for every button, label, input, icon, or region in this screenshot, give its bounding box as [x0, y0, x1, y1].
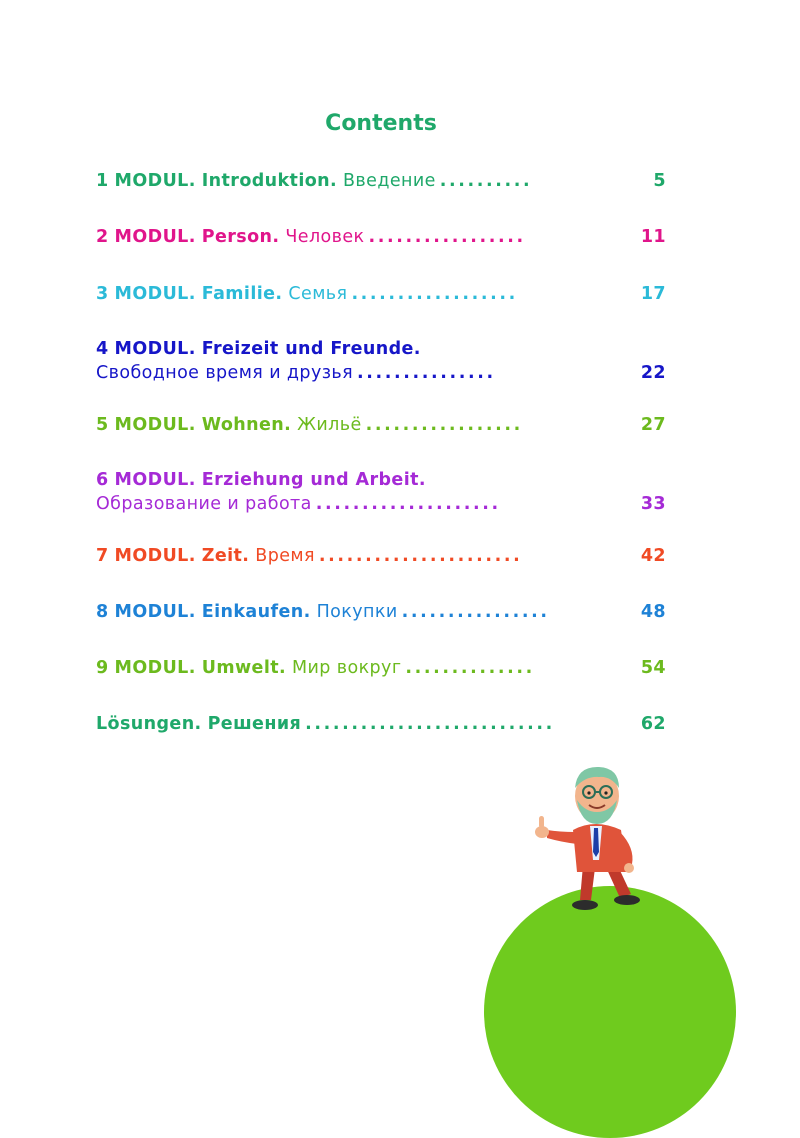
- leader-dots: ..............: [405, 658, 535, 678]
- module-label: MODUL.: [114, 602, 196, 622]
- module-title-ru: Семья: [288, 284, 348, 304]
- module-title-de: Introduktion.: [201, 171, 338, 191]
- module-number: 1: [96, 171, 109, 191]
- module-label: MODUL.: [114, 470, 196, 490]
- toc-entry-8[interactable]: [96, 602, 666, 626]
- leader-dots: ..................: [351, 284, 518, 304]
- page-number: 5: [653, 171, 666, 191]
- leader-dots: ................: [401, 602, 550, 622]
- toc-entry-9[interactable]: [96, 658, 666, 682]
- page-number: 11: [640, 227, 666, 247]
- toc-entry-6[interactable]: [96, 470, 666, 518]
- page-number: 42: [640, 546, 666, 566]
- module-title-de: Wohnen.: [201, 415, 292, 435]
- toc-entry-solutions[interactable]: [96, 714, 666, 738]
- module-title-ru: Покупки: [316, 602, 398, 622]
- module-title-de: Familie.: [201, 284, 283, 304]
- module-title-ru: Введение: [343, 171, 436, 191]
- module-number: 7: [96, 546, 109, 566]
- module-title-ru: Образование и работа: [96, 494, 312, 514]
- module-title-ru: Жильё: [297, 415, 362, 435]
- module-title-de: Einkaufen.: [201, 602, 311, 622]
- leader-dots: .................: [368, 227, 526, 247]
- leader-dots: ......................: [318, 546, 523, 566]
- page-number: 17: [640, 284, 666, 304]
- module-title-de: Person.: [201, 227, 280, 247]
- module-label: MODUL.: [114, 658, 196, 678]
- page-number: 33: [640, 494, 666, 514]
- leader-dots: ....................: [315, 494, 501, 514]
- toc-entry-3[interactable]: [96, 284, 666, 308]
- module-label: MODUL.: [114, 546, 196, 566]
- module-number: 4: [96, 339, 109, 359]
- leader-dots: ..........: [439, 171, 533, 191]
- toc-entry-1[interactable]: [96, 171, 666, 195]
- page-number: 62: [640, 714, 666, 734]
- page-title: Contents: [325, 111, 437, 136]
- module-number: 6: [96, 470, 109, 490]
- module-title-ru: Человек: [285, 227, 365, 247]
- module-label: MODUL.: [114, 171, 196, 191]
- module-title-de: Freizeit und Freunde.: [201, 339, 421, 359]
- leader-dots: .................: [365, 415, 523, 435]
- module-label: MODUL.: [114, 227, 196, 247]
- page-number: 48: [640, 602, 666, 622]
- teacher-thumbs-up-icon: [525, 760, 655, 915]
- module-number: 8: [96, 602, 109, 622]
- leader-dots: ...........................: [305, 714, 555, 734]
- leader-dots: ...............: [357, 363, 496, 383]
- toc-entry-5[interactable]: [96, 415, 666, 439]
- page-number: 27: [640, 415, 666, 435]
- module-title-de: Umwelt.: [201, 658, 287, 678]
- toc-entry-2[interactable]: [96, 227, 666, 251]
- module-title-ru: Мир вокруг: [292, 658, 402, 678]
- toc-entry-7[interactable]: [96, 546, 666, 570]
- solutions-title-de: Lösungen.: [96, 714, 202, 734]
- module-title-ru: Время: [255, 546, 315, 566]
- toc-entry-4[interactable]: [96, 339, 666, 387]
- page-number: 54: [640, 658, 666, 678]
- module-number: 5: [96, 415, 109, 435]
- solutions-title-ru: Решения: [207, 714, 302, 734]
- module-label: MODUL.: [114, 284, 196, 304]
- module-number: 3: [96, 284, 109, 304]
- module-number: 2: [96, 227, 109, 247]
- module-title-de: Zeit.: [201, 546, 250, 566]
- module-title-ru: Свободное время и друзья: [96, 363, 354, 383]
- green-hill: [484, 886, 736, 1138]
- module-label: MODUL.: [114, 339, 196, 359]
- module-number: 9: [96, 658, 109, 678]
- page-number: 22: [640, 363, 666, 383]
- module-title-de: Erziehung und Arbeit.: [201, 470, 426, 490]
- module-label: MODUL.: [114, 415, 196, 435]
